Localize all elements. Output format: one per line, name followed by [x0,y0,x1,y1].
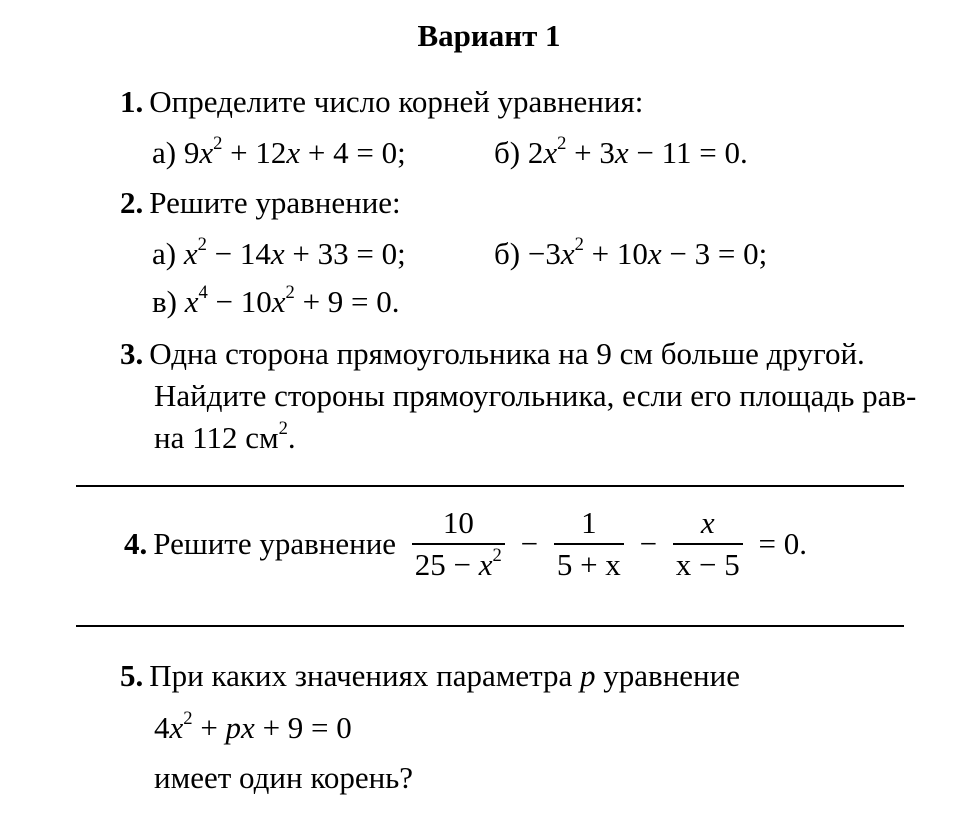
fraction-2-denominator: 5 + x [556,547,621,583]
fraction-1 [412,506,505,582]
fraction-3-denominator: x − 5 [675,547,740,583]
task-2-heading [120,187,401,218]
task-3-number: 3. [120,336,144,371]
divider-2 [76,625,904,627]
divider-1 [76,485,904,487]
fraction-3-numerator: x [700,505,715,540]
task-4-number: 4. [124,526,148,562]
task-1-number: 1. [120,84,144,119]
task-5-heading [120,660,740,691]
task-3-text-3: на 112 см [154,420,279,455]
task-5-question: имеет один корень? [154,760,414,795]
task-2c-equation: в) $x^4 - 10x^2 + 9 = 0$. [152,282,400,319]
task-3-line-1 [120,338,865,369]
task-2-prompt: Решите уравнение: [149,185,401,220]
task-1a-label: а) [152,135,177,170]
fraction-2 [554,506,624,582]
task-5-equation: $4x^2$ + px + 9 = 0 [154,708,352,745]
task-3-line-2: Найдите стороны прямоугольника, если его площадь рав- [154,378,917,413]
fraction-1-numerator: 10 [442,505,474,540]
task-2a-label: а) [152,236,177,271]
task-4-prompt: Решите уравнение [153,526,397,562]
task-4-equation: 4. Решите уравнение $\frac{10}{25 - x^2}$ − $\frac{1}{5 + x}$ − $\frac{x}{x - 5}$ = 0. [124,505,808,583]
task-1-heading [120,86,643,117]
task-2a-equation: а) $x^2 - 14x + 33 = 0$; [152,234,406,271]
task-5-number: 5. [120,658,144,693]
variant-title: Вариант 1 [417,18,561,53]
task-1a-equation: а) $9x^2 + 12x + 4 = 0$; [152,133,406,170]
task-3-line-3: на 112 $см^2$. [154,418,296,455]
task-1b-equation: б) $2x^2 + 3x - 11 = 0$. [494,133,748,170]
task-2b-label: б) [494,236,521,271]
task-2b-equation: $б) -3x^2 + 10x - 3 = 0$; [494,234,768,271]
task-5-prompt-tail: уравнение [603,658,740,693]
task-2-number: 2. [120,185,144,220]
fraction-3 [673,506,743,582]
task-1b-label: б) [494,135,521,170]
fraction-2-numerator: 1 [581,505,597,540]
task-5-param: p [580,658,596,693]
task-2c-label: в) [152,284,177,319]
task-3-text-1: Одна сторона прямоугольника на 9 см больше другой. [149,336,865,371]
task-5-prompt: При каких значениях параметра [149,658,573,693]
task-1-prompt: Определите число корней уравнения: [149,84,644,119]
fraction-1-denominator: $25 - x^2$ [414,545,502,583]
task-4-tail: = 0. [758,526,808,562]
